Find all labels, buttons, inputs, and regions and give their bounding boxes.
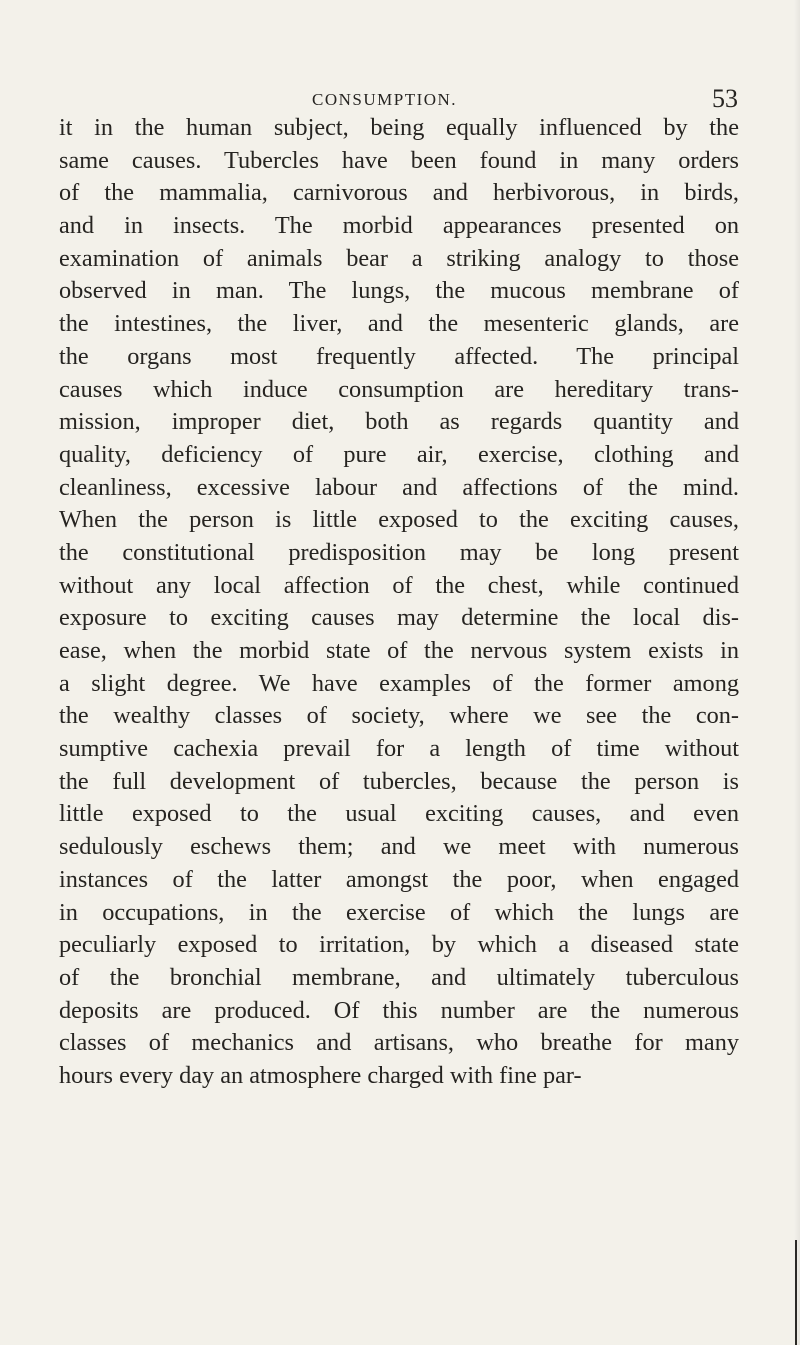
text-line: in occupations, in the exercise of which the lungs are: [59, 898, 739, 926]
text-line: peculiarly exposed to irritation, by which a diseased state: [59, 931, 739, 959]
text-line: instances of the latter amongst the poor, when engaged: [59, 865, 739, 893]
text-line: without any local affection of the chest, while continued: [59, 571, 739, 599]
text-line: a slight degree. We have examples of the former among: [59, 669, 739, 697]
text-line: When the person is little exposed to the exciting causes,: [59, 506, 739, 534]
text-line: it in the human subject, being equally influenced by the: [59, 114, 739, 141]
text-line: same causes. Tubercles have been found in many orders: [59, 146, 739, 174]
text-line: mission, improper diet, both as regards quantity and: [59, 408, 739, 436]
text-line: the intestines, the liver, and the mesenteric glands, are: [59, 310, 739, 338]
text-line: quality, deficiency of pure air, exercise, clothing and: [59, 440, 739, 468]
text-line: of the mammalia, carnivorous and herbivorous, in birds,: [59, 179, 739, 207]
text-line: the organs most frequently affected. The principal: [59, 342, 739, 370]
running-title: CONSUMPTION.: [312, 90, 458, 109]
text-line: exposure to exciting causes may determine the local dis-: [59, 604, 739, 632]
body-text: [59, 112, 739, 1093]
text-line: hours every day an atmosphere charged with fine par-: [59, 1061, 582, 1089]
text-line: ease, when the morbid state of the nervous system exists in: [59, 637, 739, 664]
text-line: the wealthy classes of society, where we see the con-: [59, 702, 739, 730]
text-line: observed in man. The lungs, the mucous membrane of: [59, 277, 739, 305]
text-line: causes which induce consumption are hereditary trans-: [59, 375, 739, 403]
text-line: the constitutional predisposition may be long present: [59, 538, 739, 566]
text-line: cleanliness, excessive labour and affections of the mind.: [59, 473, 739, 501]
text-line: examination of animals bear a striking analogy to those: [59, 244, 739, 272]
page-number: 53: [712, 84, 738, 113]
page-edge-mark: [795, 1240, 797, 1345]
page-edge-shadow: [794, 0, 800, 1345]
text-line: sedulously eschews them; and we meet with numerous: [59, 833, 739, 861]
text-line: deposits are produced. Of this number are the numerous: [59, 996, 739, 1024]
text-line: classes of mechanics and artisans, who breathe for many: [59, 1029, 739, 1057]
text-line: and in insects. The morbid appearances presented on: [59, 212, 739, 240]
text-line: the full development of tubercles, because the person is: [59, 767, 739, 795]
text-line: sumptive cachexia prevail for a length of time without: [59, 735, 739, 763]
text-line: of the bronchial membrane, and ultimately tuberculous: [59, 963, 739, 991]
text-line: little exposed to the usual exciting causes, and even: [59, 800, 739, 828]
